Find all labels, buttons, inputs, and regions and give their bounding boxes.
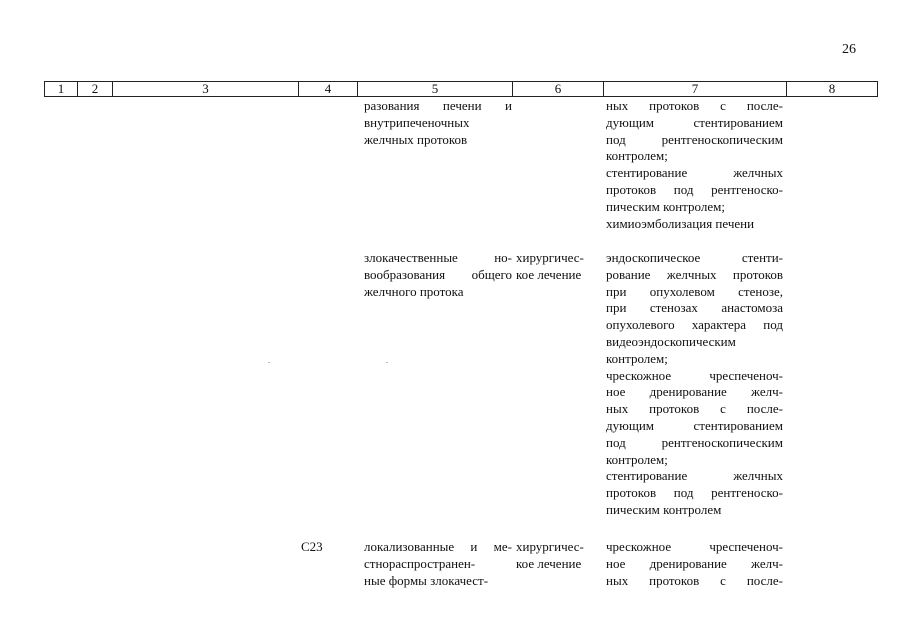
text-line: ных протоков с после- (606, 572, 783, 588)
text-line: ное дренирование желч- (606, 384, 783, 400)
text-line: контролем; (606, 148, 668, 164)
text-line: эндоскопическое стенти- (606, 250, 783, 265)
text-line: внутрипеченочных (364, 114, 470, 130)
text-line: желчного протока (364, 283, 464, 299)
column-number-7: 7 (604, 82, 787, 97)
row-1-method (606, 98, 783, 232)
diagnosis-code: C23 (301, 539, 323, 554)
column-number-header (44, 81, 878, 97)
column-number-6: 6 (513, 82, 604, 97)
text-line: дующим стентированием (606, 417, 783, 433)
text-line: вообразования общего (364, 266, 512, 282)
row-3-code (301, 539, 323, 556)
column-number-4: 4 (299, 82, 358, 97)
row-2-method (606, 250, 783, 519)
text-line: чрескожное чреспеченоч- (606, 539, 783, 554)
text-line: стентирование желчных (606, 165, 783, 181)
scan-speck (386, 362, 388, 363)
column-number-5: 5 (358, 82, 513, 97)
text-line: кое лечение (516, 555, 582, 571)
text-line: протоков под рентгеноско- (606, 485, 783, 501)
text-line: ные формы злокачест- (364, 572, 489, 588)
row-3-treatment-type (516, 539, 596, 573)
column-number-1: 1 (45, 82, 78, 97)
text-line: под рентгеноскопическим (606, 131, 783, 147)
text-line: стнораспространен- (364, 555, 476, 571)
text-line: разования печени и (364, 98, 512, 113)
text-line: желчных протоков (364, 131, 468, 147)
text-line: хирургичес- (516, 250, 584, 265)
text-line: стентирование желчных (606, 468, 783, 484)
text-line: под рентгеноскопическим (606, 434, 783, 450)
column-number-2: 2 (78, 82, 113, 97)
text-line: химиоэмболизация печени (606, 215, 755, 231)
text-line: пическим контролем; (606, 198, 725, 214)
text-line: при опухолевом стенозе, (606, 283, 783, 299)
text-line: видеоэндоскопическим (606, 333, 736, 349)
text-line: рование желчных протоков (606, 266, 783, 282)
text-line: протоков под рентгеноско- (606, 181, 783, 197)
row-1-diagnosis (364, 98, 512, 148)
text-line: пическим контролем (606, 501, 722, 517)
text-line: ное дренирование желч- (606, 555, 783, 571)
text-line: чрескожное чреспеченоч- (606, 367, 783, 383)
row-2-treatment-type (516, 250, 596, 284)
row-3-diagnosis (364, 539, 512, 589)
column-number-3: 3 (113, 82, 299, 97)
text-line: ных протоков с после- (606, 98, 783, 113)
text-line: ных протоков с после- (606, 401, 783, 417)
text-line: злокачественные но- (364, 250, 512, 265)
text-line: кое лечение (516, 266, 582, 282)
text-line: дующим стентированием (606, 114, 783, 130)
row-3-method (606, 539, 783, 589)
text-line: локализованные и ме- (364, 539, 512, 554)
scan-speck (268, 362, 270, 363)
text-line: контролем; (606, 350, 668, 366)
page-number: 26 (842, 42, 856, 57)
row-2-diagnosis (364, 250, 512, 300)
text-line: хирургичес- (516, 539, 584, 554)
text-line: опухолевого характера под (606, 317, 783, 333)
column-number-8: 8 (787, 82, 878, 97)
text-line: контролем; (606, 451, 668, 467)
text-line: при стенозах анастомоза (606, 300, 783, 316)
